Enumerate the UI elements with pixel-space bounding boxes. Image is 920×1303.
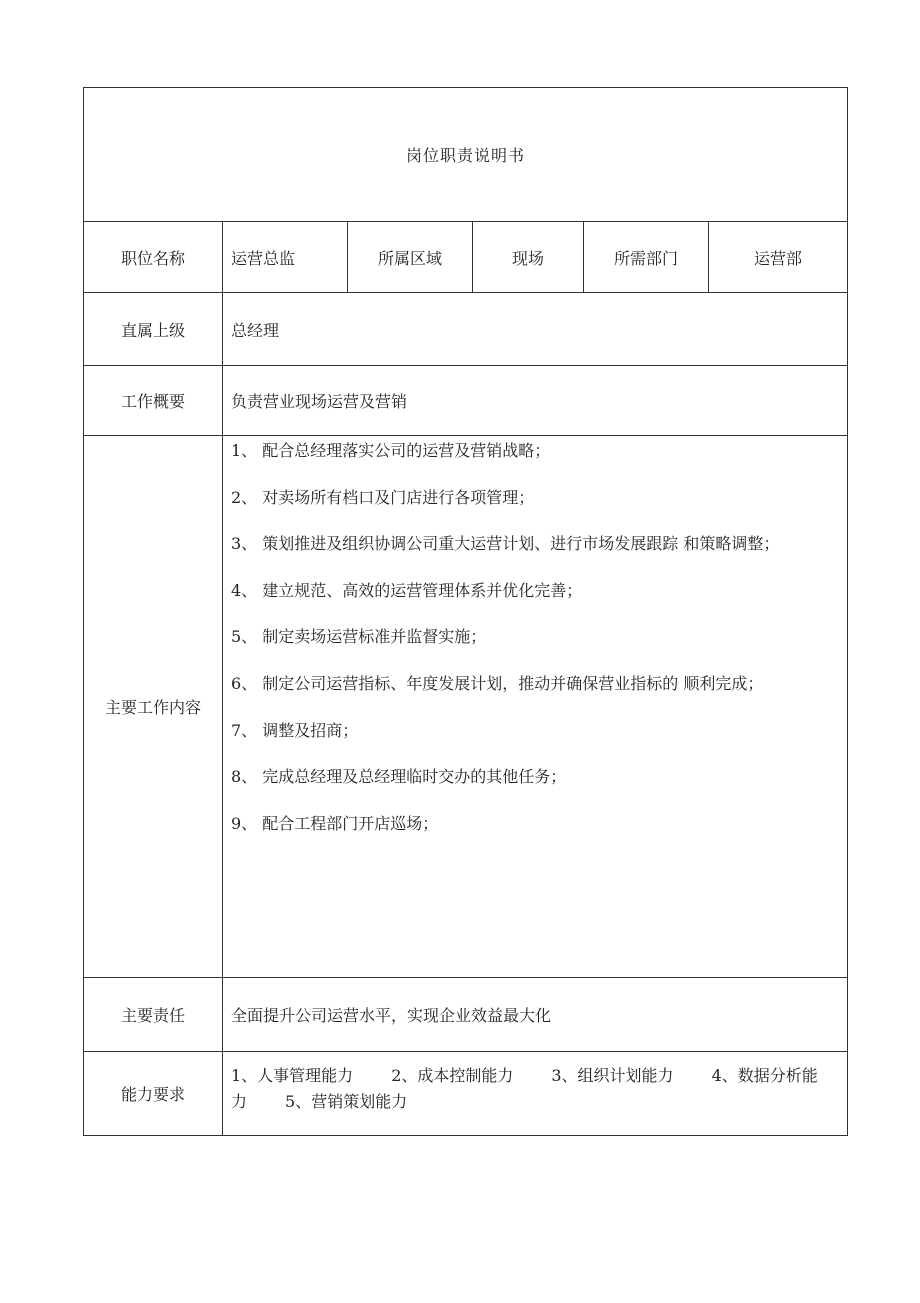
ability-item: 2、成本控制能力: [391, 1066, 514, 1085]
department-value: 运营部: [709, 222, 848, 293]
supervisor-row: [84, 293, 848, 366]
duty-item: 6、 制定公司运营指标、年度发展计划，推动并确保营业指标的 顺利完成；: [231, 673, 764, 693]
summary-value: 负责营业现场运营及营销: [223, 366, 848, 436]
summary-label: 工作概要: [84, 366, 223, 436]
position-value: 运营总监: [223, 222, 348, 293]
duties-list: [223, 436, 848, 978]
job-info-row: [84, 222, 848, 293]
duties-label: 主要工作内容: [84, 436, 223, 978]
ability-item: 5、营销策划能力: [285, 1092, 408, 1111]
duty-item: 7、 调整及招商；: [231, 720, 359, 740]
responsibility-label: 主要责任: [84, 978, 223, 1052]
department-label: 所需部门: [584, 222, 709, 293]
position-label: 职位名称: [84, 222, 223, 293]
responsibility-row: [84, 978, 848, 1052]
duty-item: 1、 配合总经理落实公司的运营及营销战略；: [231, 441, 551, 460]
duties-row: [84, 436, 848, 978]
duty-item: 8、 完成总经理及总经理临时交办的其他任务；: [231, 767, 567, 787]
ability-item: 4、数据分析能力: [231, 1066, 818, 1111]
supervisor-value: 总经理: [223, 293, 848, 366]
summary-row: [84, 366, 848, 436]
ability-item: 3、组织计划能力: [551, 1066, 674, 1085]
duty-item: 9、 配合工程部门开店巡场；: [231, 813, 439, 833]
document-title: 岗位职责说明书: [84, 88, 848, 222]
ability-item: 1、人事管理能力: [231, 1066, 354, 1085]
duty-item: 3、 策划推进及组织协调公司重大运营计划、进行市场发展跟踪 和策略调整；: [231, 534, 780, 554]
region-label: 所属区域: [348, 222, 473, 293]
region-value: 现场: [473, 222, 584, 293]
job-description-table: [83, 87, 848, 1136]
duty-item: 4、 建立规范、高效的运营管理体系并优化完善；: [231, 580, 583, 600]
abilities-label: 能力要求: [84, 1052, 223, 1136]
duty-item: 2、 对卖场所有档口及门店进行各项管理；: [231, 487, 535, 507]
responsibility-value: 全面提升公司运营水平，实现企业效益最大化: [223, 978, 848, 1052]
duty-item: 5、 制定卖场运营标准并监督实施；: [231, 627, 487, 647]
abilities-list: [223, 1052, 848, 1136]
supervisor-label: 直属上级: [84, 293, 223, 366]
title-row: [84, 88, 848, 222]
abilities-row: [84, 1052, 848, 1136]
